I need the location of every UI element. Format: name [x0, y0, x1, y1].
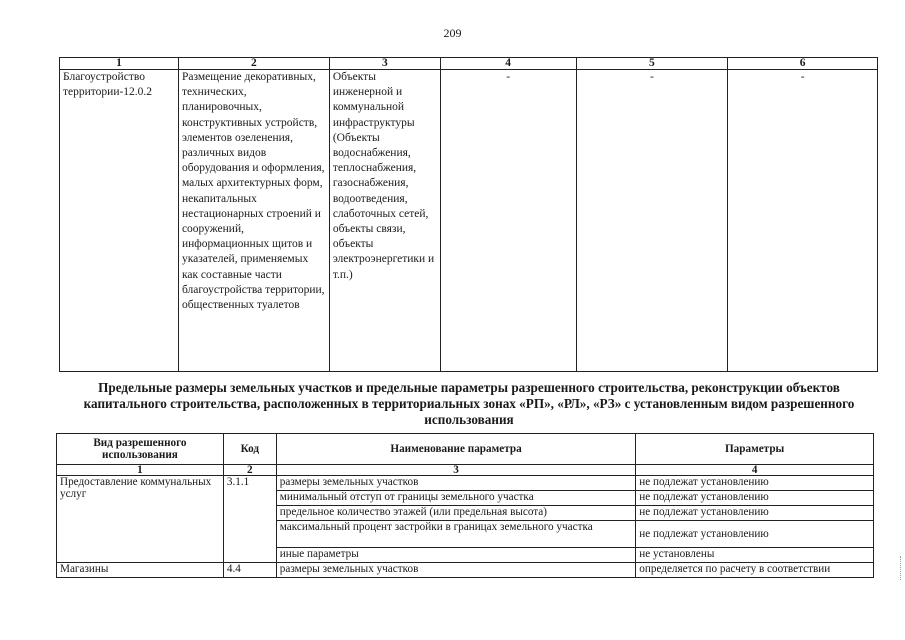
column-number: 2	[223, 465, 276, 476]
parameter-name-cell: предельное количество этажей (или предельная высота)	[276, 506, 635, 521]
parameter-value-cell: не подлежат установлению	[636, 476, 874, 491]
column-number: 6	[728, 58, 878, 70]
parameter-value-cell: не установлены	[636, 548, 874, 563]
scan-edge-mark	[900, 556, 903, 580]
parameter-name-cell: размеры земельных участков	[276, 563, 635, 578]
parameters-table	[56, 433, 874, 578]
value-cell: -	[440, 70, 576, 372]
column-number-row	[60, 58, 878, 70]
column-header: Код	[223, 434, 276, 465]
header-row	[57, 434, 874, 465]
parameter-name-cell: иные параметры	[276, 548, 635, 563]
code-cell: 4.4	[223, 563, 276, 578]
use-type-cell: Предоставление коммунальных услуг	[57, 476, 224, 563]
column-number: 4	[440, 58, 576, 70]
column-number-row	[57, 465, 874, 476]
column-header: Наименование параметра	[276, 434, 635, 465]
column-number: 4	[636, 465, 874, 476]
land-use-table	[59, 57, 878, 372]
column-header: Вид разрешенного использования	[57, 434, 224, 465]
column-number: 3	[329, 58, 440, 70]
use-type-cell: Благоустройство территории-12.0.2	[60, 70, 179, 372]
parameter-value-cell: не подлежат установлению	[636, 506, 874, 521]
code-cell: 3.1.1	[223, 476, 276, 563]
column-number: 1	[57, 465, 224, 476]
column-header: Параметры	[636, 434, 874, 465]
use-type-cell: Магазины	[57, 563, 224, 578]
column-number: 3	[276, 465, 635, 476]
column-number: 5	[576, 58, 728, 70]
parameter-value-cell: не подлежат установлению	[636, 491, 874, 506]
page-number: 209	[443, 26, 462, 40]
column-number: 1	[60, 58, 179, 70]
table-row	[60, 70, 878, 372]
parameter-name-cell: минимальный отступ от границы земельного участка	[276, 491, 635, 506]
value-cell: -	[728, 70, 878, 372]
section-title: Предельные размеры земельных участков и предельные параметры разрешенного строительства, реконструкции объектов капитального строительства, расположенных в территориальных зонах «РП», «РЛ», «РЗ» с установленным видом разрешенного использования	[83, 380, 855, 427]
column-number: 2	[178, 58, 329, 70]
auxiliary-use-cell: Объекты инженерной и коммунальной инфраструктуры (Объекты водоснабжения, теплоснабжения, газоснабжения, водоотведения, слаботочных сетей, объекты связи, объекты электроэнергетики и т.п.)	[329, 70, 440, 372]
parameter-name-cell: максимальный процент застройки в границах земельного участка	[276, 521, 635, 548]
parameter-name-cell: размеры земельных участков	[276, 476, 635, 491]
use-description-cell: Размещение декоративных, технических, планировочных, конструктивных устройств, элементов озеленения, различных видов оборудования и оформления, малых архитектурных форм, некапитальных нестационарных строений и сооружений, информационных щитов и указателей, применяемых как составные части благоустройства территории, общественных туалетов	[178, 70, 329, 372]
parameter-value-cell: определяется по расчету в соответствии	[636, 563, 874, 578]
value-cell: -	[576, 70, 728, 372]
parameter-value-cell: не подлежат установлению	[636, 521, 874, 548]
table-row	[57, 476, 874, 491]
table-row	[57, 563, 874, 578]
